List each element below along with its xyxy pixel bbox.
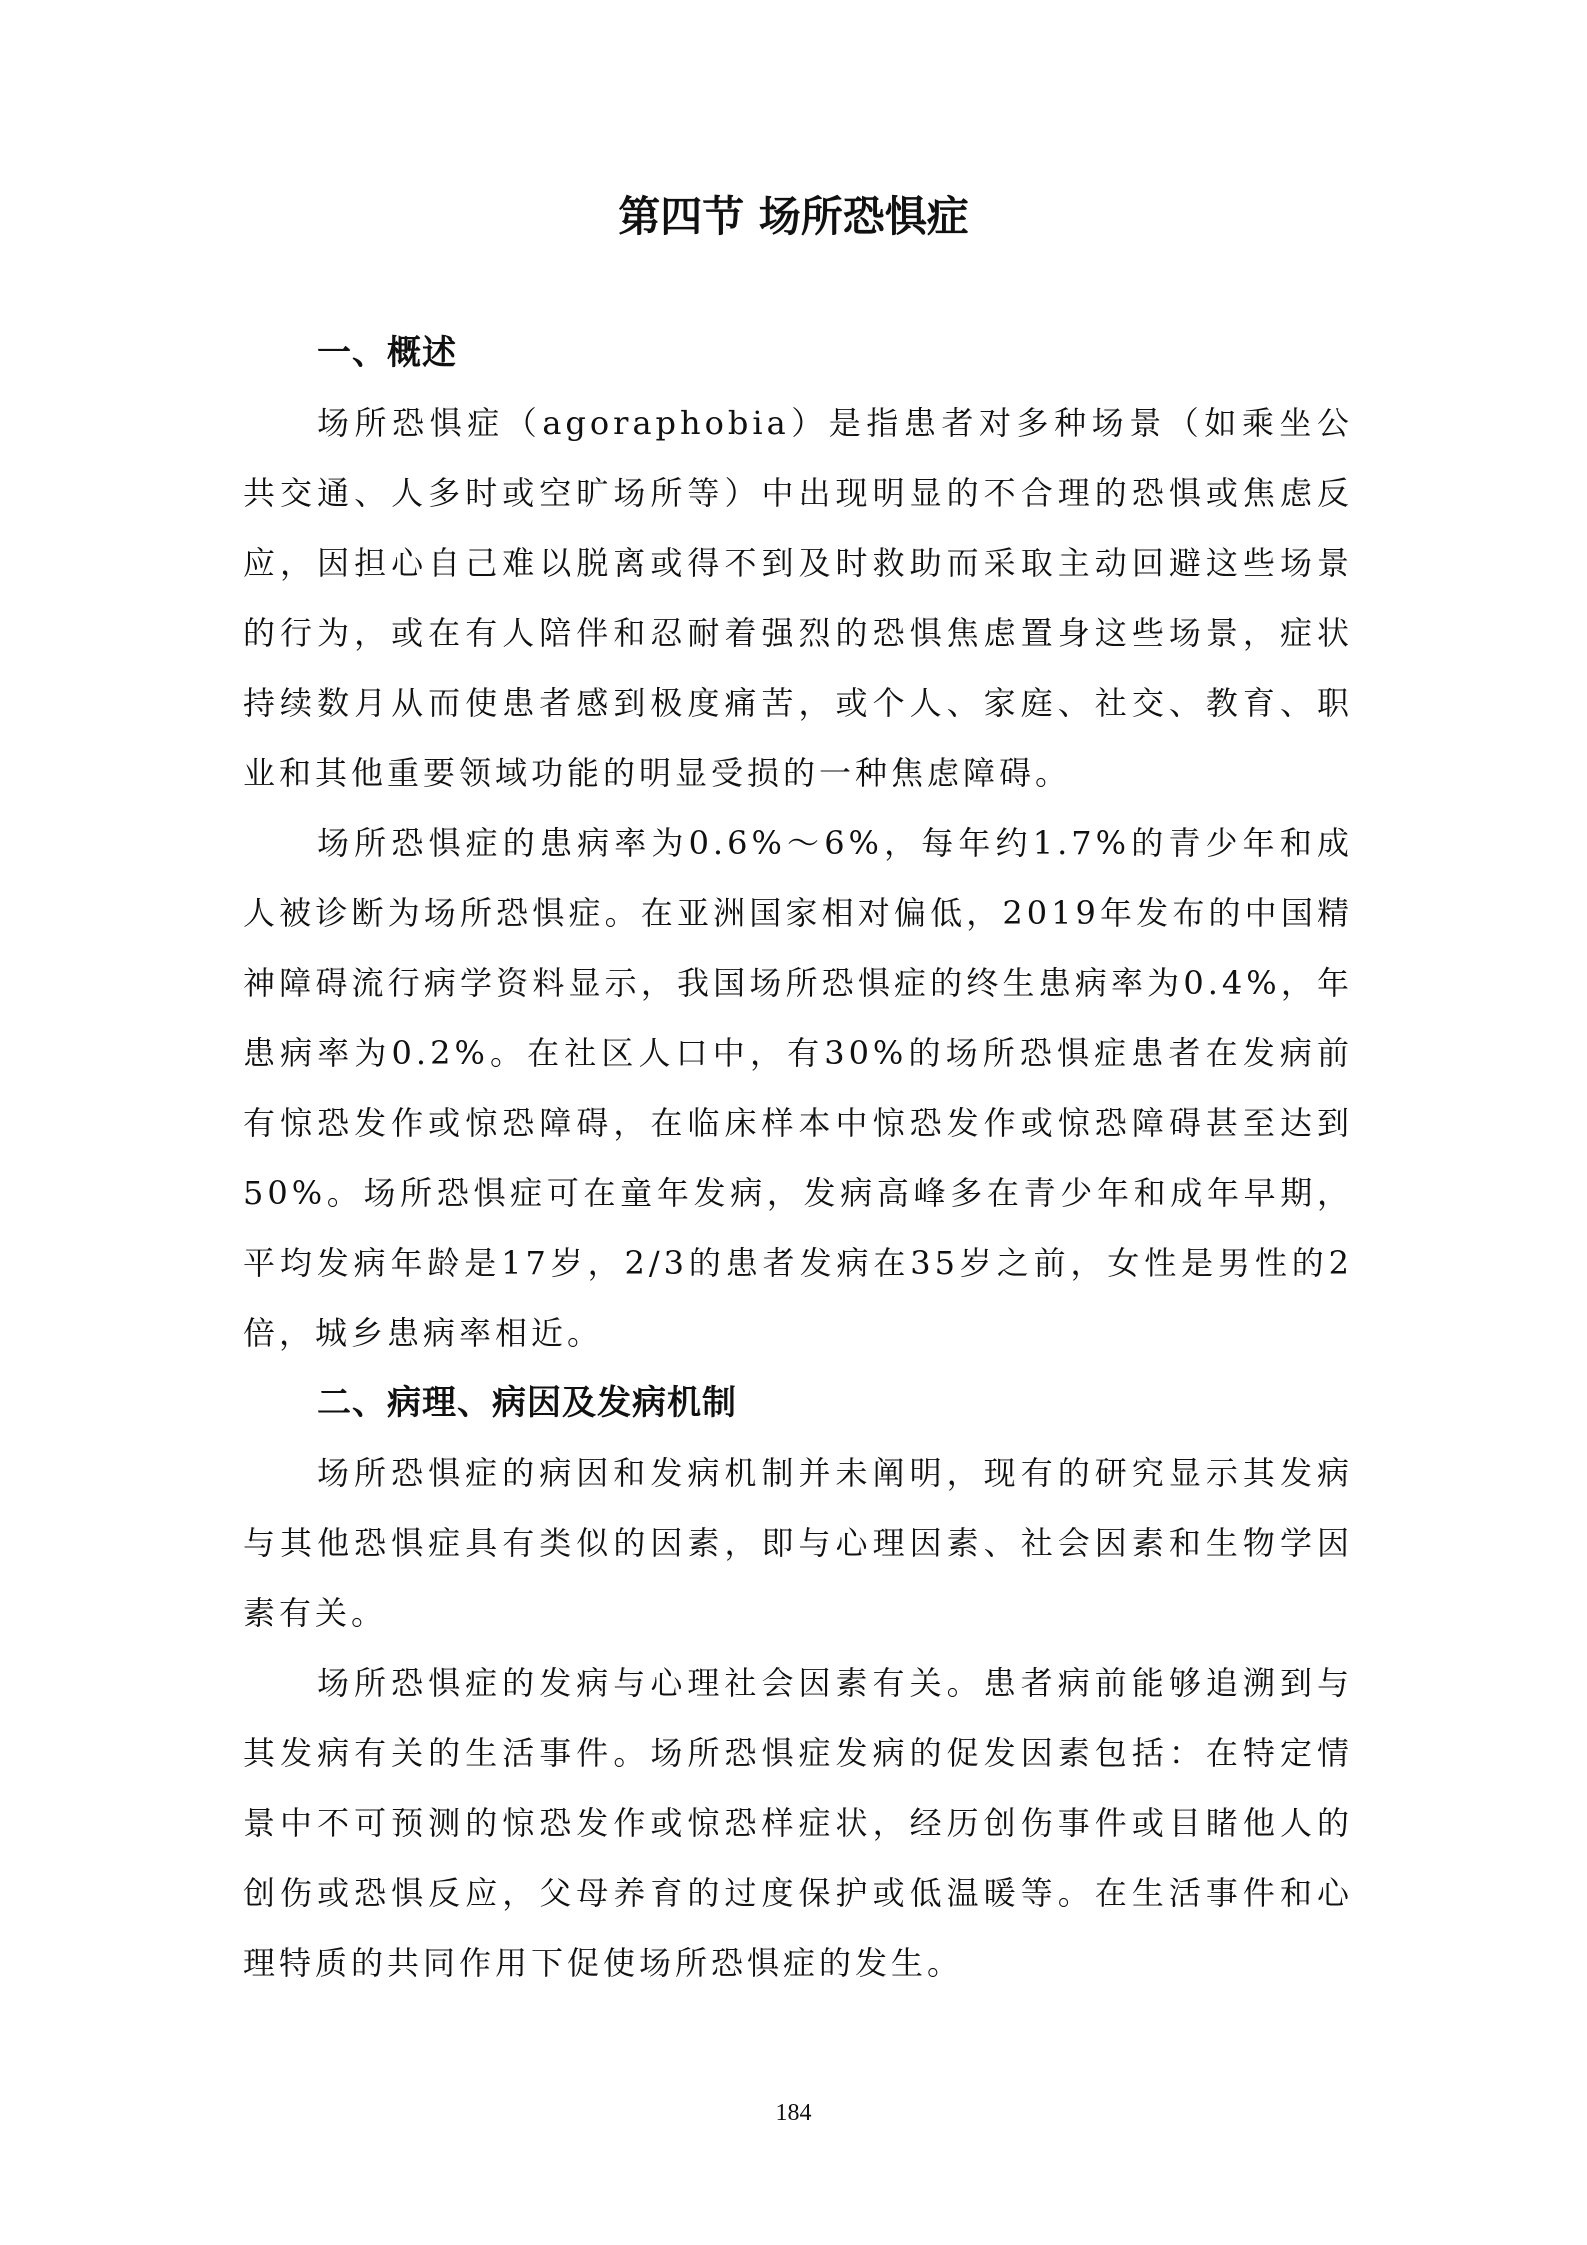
page-title: 第四节 场所恐惧症 — [618, 192, 969, 241]
paragraph: 场所恐惧症的发病与心理社会因素有关。患者病前能够追溯到与其发病有关的生活事件。场所恐惧症发病的促发因素包括：在特定情景中不可预测的惊恐发作或惊恐样症状，经历创伤事件或目睹他人的创伤或恐惧反应，父母养育的过度保护或低温暖等。在生活事件和心理特质的共同作用下促使场所恐惧症的发生。 — [243, 1664, 1353, 1982]
paragraph: 场所恐惧症（agoraphobia）是指患者对多种场景（如乘坐公共交通、人多时或空旷场所等）中出现明显的不合理的恐惧或焦虑反应，因担心自己难以脱离或得不到及时救助而采取主动回避这些场景的行为，或在有人陪伴和忍耐着强烈的恐惧焦虑置身这些场景，症状持续数月从而使患者感到极度痛苦，或个人、家庭、社交、教育、职业和其他重要领域功能的明显受损的一种焦虑障碍。 — [243, 404, 1353, 792]
section-heading-pathology: 二、病理、病因及发病机制 — [317, 1383, 737, 1423]
paragraph: 场所恐惧症的患病率为0.6%～6%，每年约1.7%的青少年和成人被诊断为场所恐惧症。在亚洲国家相对偏低，2019年发布的中国精神障碍流行病学资料显示，我国场所恐惧症的终生患病率为0.4%，年患病率为0.2%。在社区人口中，有30%的场所恐惧症患者在发病前有惊恐发作或惊恐障碍，在临床样本中惊恐发作或惊恐障碍甚至达到50%。场所恐惧症可在童年发病，发病高峰多在青少年和成年早期，平均发病年龄是17岁，2/3的患者发病在35岁之前，女性是男性的2倍，城乡患病率相近。 — [243, 824, 1353, 1352]
document-body — [243, 318, 1353, 1998]
page-number: 184 — [775, 2100, 812, 2126]
paragraph: 场所恐惧症的病因和发病机制并未阐明，现有的研究显示其发病与其他恐惧症具有类似的因素，即与心理因素、社会因素和生物学因素有关。 — [243, 1454, 1353, 1632]
section-heading-overview: 一、概述 — [317, 333, 457, 373]
